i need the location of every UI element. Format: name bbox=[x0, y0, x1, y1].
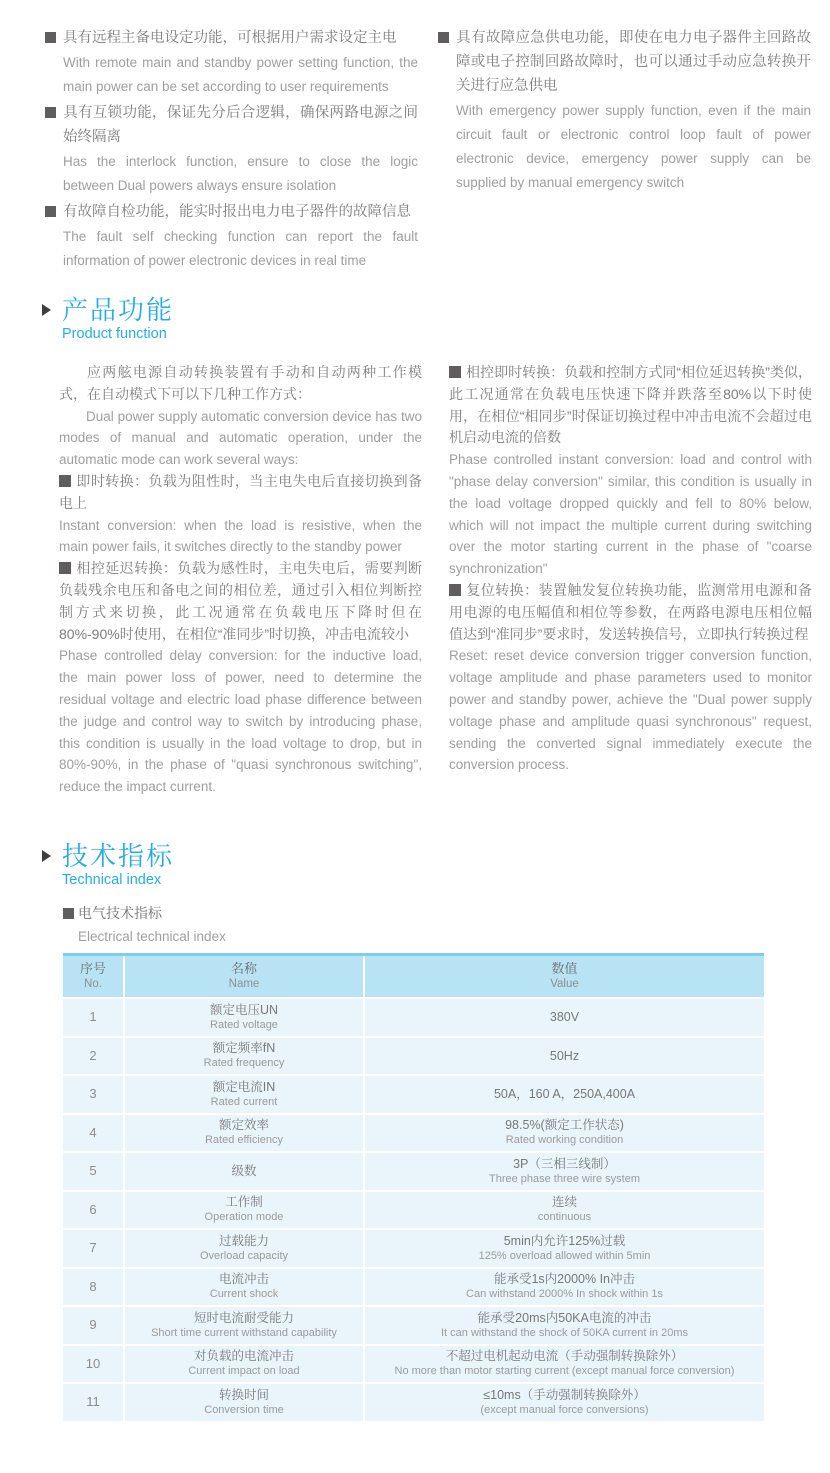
paragraph-text: 即时转换：负载为阻性时，当主电失电后直接切换到备电上 bbox=[59, 472, 422, 511]
cell-name bbox=[125, 999, 363, 1036]
section-title-en: Product function bbox=[62, 326, 167, 342]
name-zh: 工作制 bbox=[225, 1195, 263, 1210]
features-left-column bbox=[45, 26, 418, 275]
name-en: Current impact on load bbox=[188, 1365, 300, 1378]
name-en: Operation mode bbox=[204, 1211, 284, 1224]
row-number: 6 bbox=[89, 1201, 97, 1217]
cell-no bbox=[63, 1230, 123, 1267]
paragraph-text: 相控即时转换：负载和控制方式同“相位延迟转换”类似，此工况通常在负载电压快速下降并跌落至80%以下时使用，在相位“相同步”时保证切换过程中冲击电流不会超过电机启动电流的倍数 bbox=[449, 364, 812, 446]
cell-name bbox=[125, 1076, 363, 1113]
name-en: Conversion time bbox=[204, 1403, 284, 1416]
name-zh: 过载能力 bbox=[218, 1233, 269, 1248]
value-en: continuous bbox=[537, 1211, 592, 1224]
cell-no bbox=[63, 999, 123, 1036]
feature-text-en: The fault self checking function can report the fault information of power electronic devices in real time bbox=[63, 229, 418, 268]
feature-list-section bbox=[45, 26, 812, 275]
subheading-zh-text: 电气技术指标 bbox=[78, 905, 162, 921]
feature-title-zh bbox=[45, 200, 418, 224]
table-row bbox=[63, 1115, 764, 1152]
feature-title-zh-text: 具有远程主备电设定功能，可根据用户需求设定主电 bbox=[63, 30, 397, 46]
table-row bbox=[63, 1192, 764, 1229]
value-en: Can withstand 2000% In shock within 1s bbox=[466, 1288, 663, 1301]
paragraph bbox=[449, 362, 812, 449]
section-header-product-function bbox=[42, 295, 174, 342]
name-zh: 短时电流耐受能力 bbox=[193, 1310, 294, 1325]
paragraph bbox=[59, 471, 422, 515]
value-en: Three phase three wire system bbox=[488, 1172, 640, 1185]
cell-no bbox=[63, 1384, 123, 1421]
value-en: 125% overload allowed within 5min bbox=[478, 1249, 651, 1262]
value-zh: 5min内允许125%过载 bbox=[503, 1233, 626, 1248]
table-row bbox=[63, 1153, 764, 1190]
name-en: Short time current withstand capability bbox=[151, 1326, 337, 1339]
feature-item bbox=[45, 101, 418, 198]
cell-name bbox=[125, 1153, 363, 1190]
name-zh: 额定效率 bbox=[218, 1118, 269, 1133]
value-zh: 不超过电机起动电流（手动强制转换除外） bbox=[445, 1349, 684, 1364]
product-function-right-column bbox=[449, 362, 812, 798]
header-value-en: Value bbox=[550, 978, 579, 990]
bullet-square-icon bbox=[449, 366, 461, 378]
cell-name bbox=[125, 1307, 363, 1344]
row-number: 10 bbox=[85, 1355, 101, 1371]
row-number: 11 bbox=[86, 1394, 100, 1410]
cell-name bbox=[125, 1346, 363, 1383]
table-row bbox=[63, 1346, 764, 1383]
value-zh: 98.5%(额定工作状态) bbox=[505, 1118, 624, 1133]
feature-text-en: Has the interlock function, ensure to close the logic between Dual powers always ensure isolation bbox=[63, 154, 418, 193]
paragraph-text: Phase controlled instant conversion: load and control with "phase delay conversion" similar, this condition is usually in the load voltage dropped quickly and fell to 80% below, which will not impact the multiple current during switching over the motor starting current in the phase of "coarse synchronization" bbox=[449, 452, 812, 577]
feature-title-zh-text: 有故障自检功能，能实时报出电力电子器件的故障信息 bbox=[63, 204, 411, 220]
header-value-zh: 数值 bbox=[551, 961, 578, 976]
cell-no bbox=[63, 1346, 123, 1383]
bullet-square-icon bbox=[45, 32, 56, 43]
bullet-square-icon bbox=[59, 562, 71, 574]
table-row bbox=[63, 1230, 764, 1267]
subheading-zh bbox=[63, 902, 226, 925]
cell-name bbox=[125, 1038, 363, 1075]
paragraph-text: Instant conversion: when the load is resistive, when the main power fails, it switches directly to the standby power bbox=[59, 517, 422, 555]
table-row bbox=[63, 1038, 764, 1075]
cell-no bbox=[63, 1307, 123, 1344]
value-zh: 50Hz bbox=[549, 1048, 580, 1063]
product-function-body bbox=[59, 362, 812, 798]
header-name-en: Name bbox=[228, 978, 260, 990]
table-header-row bbox=[63, 956, 764, 997]
value-zh: 能承受1s内2000% In冲击 bbox=[493, 1272, 636, 1287]
feature-text-en: With emergency power supply function, even if the main circuit fault or electronic control loop fault of power electronic device, emergency power supply can be supplied by manual emergency switch bbox=[456, 103, 811, 190]
paragraph-text: Phase controlled delay conversion: for the inductive load, the main power loss of power, need to determine the residual voltage and electric load phase difference between the judge and control way to switch by introducing phase, this condition is usually in the load voltage to drop, but in 80%-90%, in the phase of "quasi synchronous switching", reduce the impact current. bbox=[59, 648, 422, 795]
name-zh: 额定电压UN bbox=[209, 1002, 279, 1017]
bullet-square-icon bbox=[45, 107, 56, 118]
cell-value bbox=[365, 1115, 764, 1152]
paragraph bbox=[59, 362, 422, 406]
value-zh: 50A，160 A，250A,400A bbox=[493, 1087, 636, 1102]
value-zh: 能承受20ms内50KA电流的冲击 bbox=[477, 1310, 652, 1325]
value-en: It can withstand the shock of 50KA current in 20ms bbox=[440, 1326, 689, 1339]
table-row bbox=[63, 999, 764, 1036]
feature-title-zh bbox=[438, 26, 811, 98]
section-arrow-icon bbox=[42, 304, 51, 316]
section-title-block bbox=[62, 295, 174, 342]
table-row bbox=[63, 1307, 764, 1344]
section-title-en: Technical index bbox=[62, 872, 162, 888]
cell-name bbox=[125, 1269, 363, 1306]
feature-text-en: With remote main and standby power setting function, the main power can be set according to user requirements bbox=[63, 55, 418, 94]
paragraph-text: Dual power supply automatic conversion device has two modes of manual and automatic operation, under the automatic mode can work several ways: bbox=[59, 408, 422, 468]
feature-title-zh-text: 具有故障应急供电功能，即使在电力电子器件主回路故障或电子控制回路故障时，也可以通过手动应急转换开关进行应急供电 bbox=[456, 30, 811, 94]
cell-value bbox=[365, 1384, 764, 1421]
row-number: 2 bbox=[89, 1047, 97, 1063]
electrical-index-subheading bbox=[63, 902, 226, 948]
header-cell-no bbox=[63, 956, 123, 997]
name-en: Current shock bbox=[209, 1288, 279, 1301]
paragraph bbox=[449, 645, 812, 776]
bullet-square-icon bbox=[449, 584, 461, 596]
row-number: 1 bbox=[89, 1009, 97, 1025]
section-title-block bbox=[62, 841, 174, 888]
cell-value bbox=[365, 1192, 764, 1229]
section-arrow-icon bbox=[42, 850, 51, 862]
cell-value bbox=[365, 1269, 764, 1306]
name-zh: 转换时间 bbox=[218, 1387, 269, 1402]
row-number: 4 bbox=[89, 1124, 97, 1140]
name-en: Rated voltage bbox=[210, 1018, 278, 1031]
paragraph bbox=[59, 515, 422, 559]
header-cell-name bbox=[125, 956, 363, 997]
name-zh: 级数 bbox=[231, 1164, 257, 1179]
value-zh: 连续 bbox=[551, 1195, 577, 1210]
paragraph bbox=[59, 645, 422, 798]
name-en: Rated frequency bbox=[203, 1057, 285, 1070]
header-no-zh: 序号 bbox=[79, 961, 106, 976]
value-en: No more than motor starting current (except manual force conversion) bbox=[394, 1365, 735, 1378]
bullet-square-icon bbox=[438, 32, 449, 43]
value-zh: 3P（三相三线制） bbox=[513, 1156, 616, 1171]
product-function-left-column bbox=[59, 362, 422, 798]
feature-title-zh-text: 具有互锁功能，保证先分后合逻辑，确保两路电源之间始终隔离 bbox=[63, 105, 418, 145]
cell-value bbox=[365, 999, 764, 1036]
row-number: 5 bbox=[89, 1163, 97, 1179]
value-zh: ≤10ms（手动强制转换除外） bbox=[483, 1387, 646, 1402]
feature-title-zh bbox=[45, 26, 418, 50]
value-en: Rated working condition bbox=[505, 1134, 624, 1147]
section-title-zh: 产品功能 bbox=[62, 295, 175, 325]
features-right-column bbox=[438, 26, 811, 275]
cell-name bbox=[125, 1192, 363, 1229]
cell-name bbox=[125, 1230, 363, 1267]
header-no-en: No. bbox=[84, 978, 102, 990]
cell-value bbox=[365, 1346, 764, 1383]
cell-value bbox=[365, 1153, 764, 1190]
subheading-en: Electrical technical index bbox=[78, 929, 226, 944]
cell-no bbox=[63, 1076, 123, 1113]
bullet-square-icon bbox=[45, 206, 56, 217]
paragraph-text: Reset: reset device conversion trigger conversion function, voltage amplitude and phase parameters used to monitor power and standby power, achieve the "Dual power supply voltage phase and amplitude quasi synchronous" request, sending the converted signal immediately execute the conversion process. bbox=[449, 648, 812, 773]
electrical-index-table bbox=[63, 953, 764, 1421]
cell-no bbox=[63, 1192, 123, 1229]
section-title-zh: 技术指标 bbox=[62, 841, 175, 871]
paragraph bbox=[449, 580, 812, 645]
header-name-zh: 名称 bbox=[230, 961, 257, 976]
cell-no bbox=[63, 1269, 123, 1306]
value-en: (except manual force conversions) bbox=[480, 1403, 649, 1416]
paragraph bbox=[449, 449, 812, 580]
value-zh: 380V bbox=[549, 1010, 580, 1025]
cell-name bbox=[125, 1384, 363, 1421]
feature-item bbox=[45, 26, 418, 99]
cell-value bbox=[365, 1076, 764, 1113]
row-number: 3 bbox=[89, 1086, 97, 1102]
paragraph-text: 复位转换：装置触发复位转换功能，监测常用电源和备用电源的电压幅值和相位等参数，在两路电源电压相位幅值达到“准同步”要求时，发送转换信号，立即执行转换过程 bbox=[449, 581, 812, 642]
row-number: 8 bbox=[89, 1278, 97, 1294]
feature-title-zh bbox=[45, 101, 418, 149]
cell-value bbox=[365, 1307, 764, 1344]
cell-no bbox=[63, 1038, 123, 1075]
section-header-technical-index bbox=[42, 841, 174, 888]
name-zh: 额定频率fN bbox=[212, 1041, 276, 1056]
header-cell-value bbox=[365, 956, 764, 997]
cell-value bbox=[365, 1230, 764, 1267]
feature-item bbox=[438, 26, 811, 195]
paragraph-text: 相控延迟转换：负载为感性时，主电失电后，需要判断负载残余电压和备电之间的相位差，通过引入相位判断控制方式来切换，此工况通常在负载电压下降时但在80%-90%时使用，在相位“准同步”时切换，冲击电流较小 bbox=[59, 560, 422, 642]
name-zh: 对负载的电流冲击 bbox=[193, 1349, 294, 1364]
name-en: Overload capacity bbox=[199, 1249, 289, 1262]
table-row bbox=[63, 1269, 764, 1306]
table-row bbox=[63, 1076, 764, 1113]
name-zh: 电流冲击 bbox=[218, 1272, 269, 1287]
bullet-square-icon bbox=[59, 475, 71, 487]
paragraph-text: 应两舷电源自动转换装置有手动和自动两种工作模式，在自动模式下可以下几种工作方式： bbox=[59, 364, 422, 402]
feature-item bbox=[45, 200, 418, 273]
row-number: 7 bbox=[89, 1240, 97, 1256]
name-en: Rated efficiency bbox=[204, 1134, 284, 1147]
table-row bbox=[63, 1384, 764, 1421]
bullet-square-icon bbox=[63, 908, 74, 919]
name-zh: 额定电流IN bbox=[212, 1079, 276, 1094]
cell-value bbox=[365, 1038, 764, 1075]
cell-name bbox=[125, 1115, 363, 1152]
row-number: 9 bbox=[89, 1317, 97, 1333]
cell-no bbox=[63, 1115, 123, 1152]
paragraph bbox=[59, 558, 422, 645]
paragraph bbox=[59, 406, 422, 471]
cell-no bbox=[63, 1153, 123, 1190]
name-en: Rated current bbox=[210, 1095, 278, 1108]
